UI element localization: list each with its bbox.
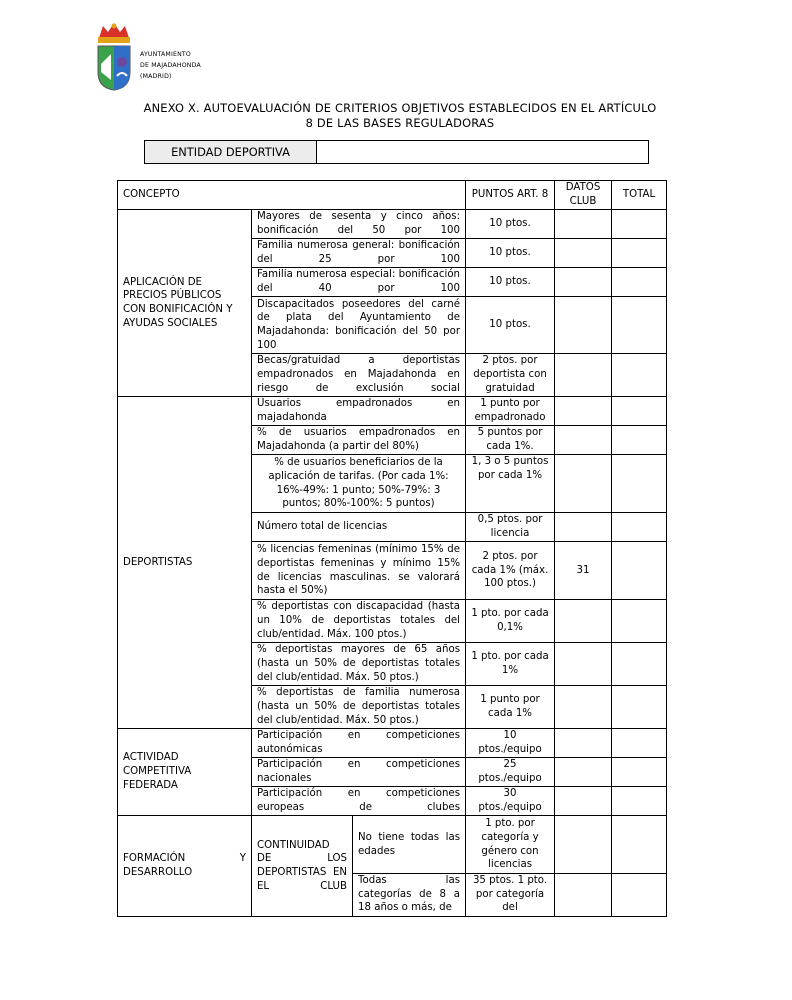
points-value: 1 punto por cada 1% [466,686,555,729]
criterion-text: Todas las categorías de 8 a 18 años o más, de [353,874,466,917]
points-value: 30 ptos./equipo [466,787,555,816]
criterion-text: Participación en competiciones autonómicas [252,729,466,758]
club-data-cell[interactable] [555,455,612,513]
header-concepto: CONCEPTO [118,181,466,210]
club-data-cell[interactable] [555,600,612,643]
total-cell[interactable] [612,542,667,600]
points-value: 0,5 ptos. por licencia [466,513,555,542]
entidad-box [144,140,649,164]
section-label-deportistas: DEPORTISTAS [118,397,252,729]
points-value: 1 pto. por cada 1% [466,643,555,686]
club-data-cell[interactable] [555,758,612,787]
club-data-cell[interactable] [555,816,612,874]
entidad-label: ENTIDAD DEPORTIVA [145,141,317,164]
document-title [130,101,670,131]
criterion-text: Mayores de sesenta y cinco años: bonificación del 50 por 100 [252,210,466,239]
criterion-text: Familia numerosa general: bonificación del 25 por 100 [252,239,466,268]
points-value: 10 ptos./equipo [466,729,555,758]
club-data-cell[interactable] [555,210,612,239]
criterion-text: Participación en competiciones nacionales [252,758,466,787]
criterion-text: % licencias femeninas (mínimo 15% de deportistas femeninas y mínimo 15% de licencias masculinas. se valorará hasta el 50%) [252,542,466,600]
criterion-text: % de usuarios beneficiarios de la aplicación de tarifas. (Por cada 1%: 16%-49%: 1 punto; 50%-79%: 3 puntos; 80%-100%: 5 puntos) [252,455,466,513]
header-datos-club: DATOS CLUB [555,181,612,210]
evaluation-table [117,180,667,917]
club-data-cell[interactable] [555,874,612,917]
club-data-cell[interactable]: 31 [555,542,612,600]
total-cell[interactable] [612,297,667,354]
title-line-1: ANEXO X. AUTOEVALUACIÓN DE CRITERIOS OBJETIVOS ESTABLECIDOS EN EL ARTÍCULO [143,101,657,115]
criterion-text: % deportistas con discapacidad (hasta un 10% de deportistas totales del club/entidad. Máx. 100 ptos.) [252,600,466,643]
total-cell[interactable] [612,354,667,397]
criterion-text: % de usuarios empadronados en Majadahonda (a partir del 80%) [252,426,466,455]
points-value: 10 ptos. [466,239,555,268]
club-data-cell[interactable] [555,513,612,542]
total-cell[interactable] [612,426,667,455]
org-line-3: (MADRID) [140,73,172,80]
points-value: 1 pto. por categoría y género con licencias [466,816,555,874]
organization-name [140,49,201,82]
section-sublabel-continuidad: CONTINUIDAD DE LOS DEPORTISTAS EN EL CLUB [252,816,353,917]
club-data-cell[interactable] [555,239,612,268]
points-value: 2 ptos. por cada 1% (máx. 100 ptos.) [466,542,555,600]
club-data-cell[interactable] [555,268,612,297]
club-data-cell[interactable] [555,643,612,686]
points-value: 1, 3 o 5 puntos por cada 1% [466,455,555,513]
total-cell[interactable] [612,874,667,917]
points-value: 10 ptos. [466,268,555,297]
header-total: TOTAL [612,181,667,210]
section-label-formacion: FORMACIÓN Y DESARROLLO [118,816,252,917]
criterion-text: % deportistas de familia numerosa (hasta un 50% de deportistas totales del club/entidad. Máx. 50 ptos.) [252,686,466,729]
total-cell[interactable] [612,787,667,816]
total-cell[interactable] [612,455,667,513]
org-line-1: AYUNTAMIENTO [140,51,191,58]
criterion-text: Discapacitados poseedores del carné de plata del Ayuntamiento de Majadahonda: bonificación del 50 por 100 [252,297,466,354]
club-data-cell[interactable] [555,686,612,729]
total-cell[interactable] [612,268,667,297]
total-cell[interactable] [612,239,667,268]
club-data-cell[interactable] [555,426,612,455]
total-cell[interactable] [612,816,667,874]
points-value: 10 ptos. [466,297,555,354]
total-cell[interactable] [612,513,667,542]
points-value: 35 ptos. 1 pto. por categoría del [466,874,555,917]
criterion-text: Becas/gratuidad a deportistas empadronados en Majadahonda en riesgo de exclusión social [252,354,466,397]
points-value: 10 ptos. [466,210,555,239]
section-label-actividad: ACTIVIDAD COMPETITIVA FEDERADA [118,729,252,816]
entidad-value-field[interactable] [317,141,649,164]
total-cell[interactable] [612,397,667,426]
criterion-text: No tiene todas las edades [353,816,466,874]
points-value: 25 ptos./equipo [466,758,555,787]
header-puntos: PUNTOS ART. 8 [466,181,555,210]
org-line-2: DE MAJADAHONDA [140,62,201,69]
criterion-text: Usuarios empadronados en majadahonda [252,397,466,426]
coat-of-arms-logo [95,20,133,92]
club-data-cell[interactable] [555,354,612,397]
criterion-text: Familia numerosa especial: bonificación del 40 por 100 [252,268,466,297]
total-cell[interactable] [612,758,667,787]
points-value: 1 pto. por cada 0,1% [466,600,555,643]
club-data-cell[interactable] [555,787,612,816]
criterion-text: % deportistas mayores de 65 años (hasta un 50% de deportistas totales del club/entidad. Máx. 50 ptos.) [252,643,466,686]
club-data-cell[interactable] [555,297,612,354]
points-value: 5 puntos por cada 1%. [466,426,555,455]
total-cell[interactable] [612,600,667,643]
total-cell[interactable] [612,210,667,239]
points-value: 2 ptos. por deportista con gratuidad [466,354,555,397]
section-label-precios: APLICACIÓN DE PRECIOS PÚBLICOS CON BONIFICACIÓN Y AYUDAS SOCIALES [118,210,252,397]
total-cell[interactable] [612,686,667,729]
total-cell[interactable] [612,729,667,758]
club-data-cell[interactable] [555,729,612,758]
criterion-text: Participación en competiciones europeas de clubes [252,787,466,816]
title-line-2: 8 DE LAS BASES REGULADORAS [305,116,495,130]
criterion-text: Número total de licencias [252,513,466,542]
points-value: 1 punto por empadronado [466,397,555,426]
club-data-cell[interactable] [555,397,612,426]
total-cell[interactable] [612,643,667,686]
